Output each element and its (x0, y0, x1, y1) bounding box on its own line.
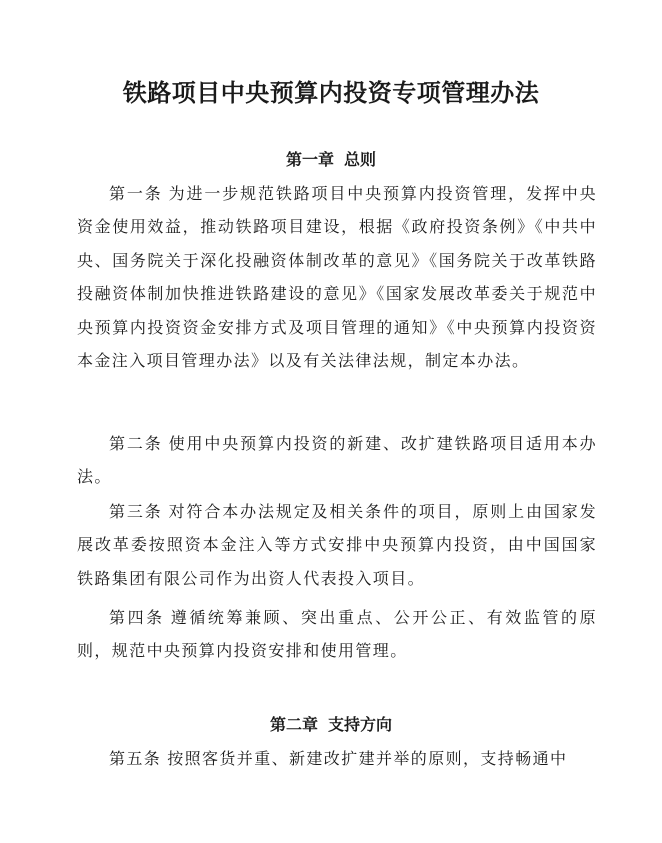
article-text: 使用中央预算内投资的新建、改扩建铁路项目适用本办法。 (77, 434, 597, 487)
article-text: 遵循统筹兼顾、突出重点、公开公正、有效监管的原则，规范中央预算内投资安排和使用管理。 (77, 608, 598, 661)
article-label: 第五条 (109, 749, 162, 768)
article-label: 第四条 (109, 608, 165, 627)
chapter-title: 支持方向 (328, 715, 393, 734)
chapter-title: 总则 (344, 150, 377, 169)
article-label: 第二条 (109, 434, 163, 453)
chapter-heading (0, 148, 662, 172)
article-paragraph (77, 495, 597, 595)
document-title: 铁路项目中央预算内投资专项管理办法 (122, 78, 540, 107)
article-text: 为进一步规范铁路项目中央预算内投资管理，发挥中央资金使用效益，推动铁路项目建设，根据《政府投资条例》《中共中央、国务院关于深化投融资体制改革的意见》《国务院关于改革铁路投融资体制加快推进铁路建设的意见》《国家发展改革委关于规范中央预算内投资资金安排方式及项目管理的通知》《中央预算内投资资本金注入项目管理办法》以及有关法律法规，制定本办法。 (77, 184, 597, 371)
article-label: 第三条 (109, 502, 163, 521)
chapter-number: 第一章 (285, 150, 334, 169)
article-paragraph (77, 177, 597, 377)
article-paragraph (77, 601, 597, 668)
article-text: 按照客货并重、新建改扩建并举的原则，支持畅通中 (167, 749, 568, 768)
article-paragraph (77, 427, 597, 494)
chapter-heading (0, 713, 662, 737)
article-paragraph (77, 742, 597, 775)
article-label: 第一条 (109, 184, 163, 203)
chapter-number: 第二章 (269, 715, 318, 734)
article-text: 对符合本办法规定及相关条件的项目，原则上由国家发展改革委按照资本金注入等方式安排中央预算内投资，由中国国家铁路集团有限公司作为出资人代表投入项目。 (77, 502, 597, 588)
